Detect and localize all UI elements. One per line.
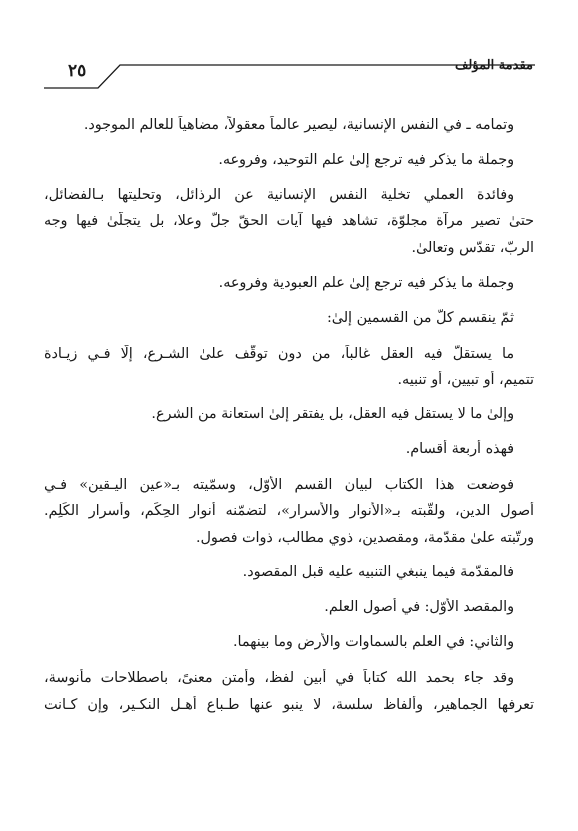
body-line: وتمامه ـ في النفس الإنسانية، ليصير عالماً معقولاً، مضاهياً للعالم الموجود. [83,117,514,133]
body-line: ورتّبته علىٰ مقدّمة، ومقصدين، ذوي مطالب، ذوات فصول. [195,530,534,546]
body-line: فهذه أربعة أقسام. [405,441,514,457]
body-text [44,0,534,831]
body-line: والثاني: في العلم بالسماوات والأرض وما بينهما. [232,634,514,650]
body-line: ثمّ ينقسم كلٌّ من القسمين إلىٰ: [326,310,514,326]
running-title: مقدمة المؤلف [454,58,533,73]
body-line: وفائدة العملي تخلية النفس الإنسانية عن الرذائل، وتحليتها بـالفضائل، [44,187,514,203]
body-line: ما يستقلّ فيه العقل غالباً، من دون توقّف علىٰ الشـرع، إلّا فـي زيـادة [44,346,514,362]
body-line: وقد جاء بحمد الله كتاباً في أبين لفظ، وأمتن معنىً، باصطلاحات مأنوسة، [44,670,514,686]
body-line: والمقصد الأوّل: في أصول العلم. [324,599,514,615]
body-line: تعرفها الجماهير، وألفاظ سلسة، لا ينبو عنها طـباع أهـل النكـير، وإن كـانت [44,697,534,713]
page-number: ٢٥ [68,61,87,81]
body-line: وجملة ما يذكر فيه ترجع إلىٰ علم العبودية وفروعه. [218,275,514,291]
body-line: الربّ، تقدّس وتعالىٰ. [411,240,534,256]
body-line: أصول الدين، ولقّبته بـ«الأنوار والأسرار»، لتضمّنه أنوار الحِكَم، وأسرار الكَلِم. [44,503,534,519]
body-line: وجملة ما يذكر فيه ترجع إلىٰ علم التوحيد، وفروعه. [218,152,514,168]
body-line: حتىٰ تصير مرآة مجلوّة، تشاهد فيها آيات الحقّ جلّ وعلا، بل يتجلّىٰ فيها وجه [44,213,534,229]
body-line: فالمقدّمة فيما ينبغي التنبيه عليه قبل المقصود. [242,564,514,580]
body-line: تتميم، أو تبيين، أو تنبيه. [397,372,534,388]
body-line: فوضعت هذا الكتاب لبيان القسم الأوّل، وسمّيته بـ«عين اليـقين» فـي [44,477,514,493]
body-line: وإلىٰ ما لا يستقل فيه العقل، بل يفتقر إلىٰ استعانة من الشرع. [151,406,514,422]
